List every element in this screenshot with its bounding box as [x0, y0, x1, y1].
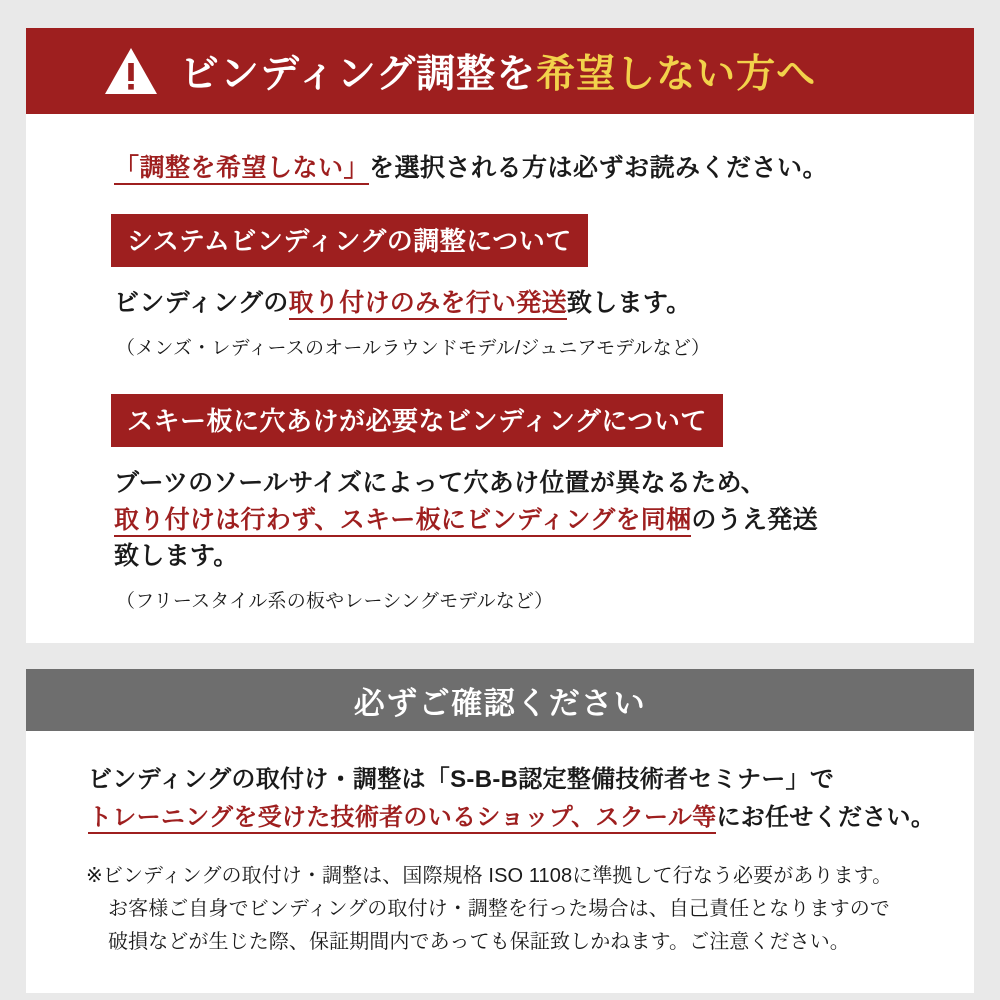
- panel2-main-text: [88, 761, 974, 838]
- panel1-title: [180, 43, 816, 99]
- section2-band: スキー板に穴あけが必要なビンディングについて: [111, 394, 723, 447]
- panel1-header: [26, 28, 974, 114]
- section1-text: [114, 285, 974, 321]
- panel2-line2-after: にお任せください。: [716, 804, 936, 832]
- panel2-header: [26, 669, 974, 731]
- panel2-note-2: お客様ご自身でビンディングの取付け・調整を行った場合は、自己責任となりますので: [108, 897, 890, 920]
- section1-text-before: ビンディングの: [114, 289, 289, 317]
- section2-note: （フリースタイル系の板やレーシングモデルなど）: [116, 591, 554, 612]
- panel2-body: [26, 731, 974, 993]
- panel1-title-highlight: 希望しない方へ: [536, 53, 817, 96]
- lead-underlined-text: 「調整を希望しない」: [114, 154, 369, 185]
- confirmation-panel: [26, 669, 974, 993]
- warning-triangle-icon: [104, 46, 158, 96]
- section2-line2-underlined: 取り付けは行わず、スキー板にビンディングを同梱: [114, 506, 691, 537]
- section2-line2-after: のうえ発送: [691, 505, 818, 534]
- panel2-line2-underlined: トレーニングを受けた技術者のいるショップ、スクール等: [88, 804, 716, 834]
- panel1-lead: [114, 148, 974, 184]
- section1-text-after: 致します。: [566, 289, 692, 317]
- panel2-note-3: 破損などが生じた際、保証期間内であっても保証致しかねます。ご注意ください。: [108, 930, 850, 953]
- lead-rest-text: を選択される方は必ずお読みください。: [369, 154, 829, 182]
- panel1-body: [26, 114, 974, 643]
- section1-band: システムビンディングの調整について: [111, 214, 588, 267]
- binding-adjustment-notice-panel: [26, 28, 974, 643]
- section2-line1: ブーツのソールサイズによって穴あけ位置が異なるため、: [114, 469, 767, 498]
- section2-line3: 致します。: [114, 541, 239, 570]
- section2-text: [114, 465, 974, 574]
- section1-text-underlined: 取り付けのみを行い発送: [289, 289, 567, 320]
- section1-note: （メンズ・レディースのオールラウンドモデル/ジュニアモデルなど）: [116, 338, 711, 360]
- panel2-notes: [86, 860, 974, 959]
- panel2-note-1: ※ビンディングの取付け・調整は、国際規格 ISO 1108に準拠して行なう必要があります。: [86, 864, 893, 887]
- panel2-line1: ビンディングの取付け・調整は「S-B-B認定整備技術者セミナー」で: [88, 766, 835, 793]
- panel1-title-plain: ビンディング調整を: [180, 53, 537, 96]
- panel2-title: 必ずご確認ください: [353, 685, 647, 721]
